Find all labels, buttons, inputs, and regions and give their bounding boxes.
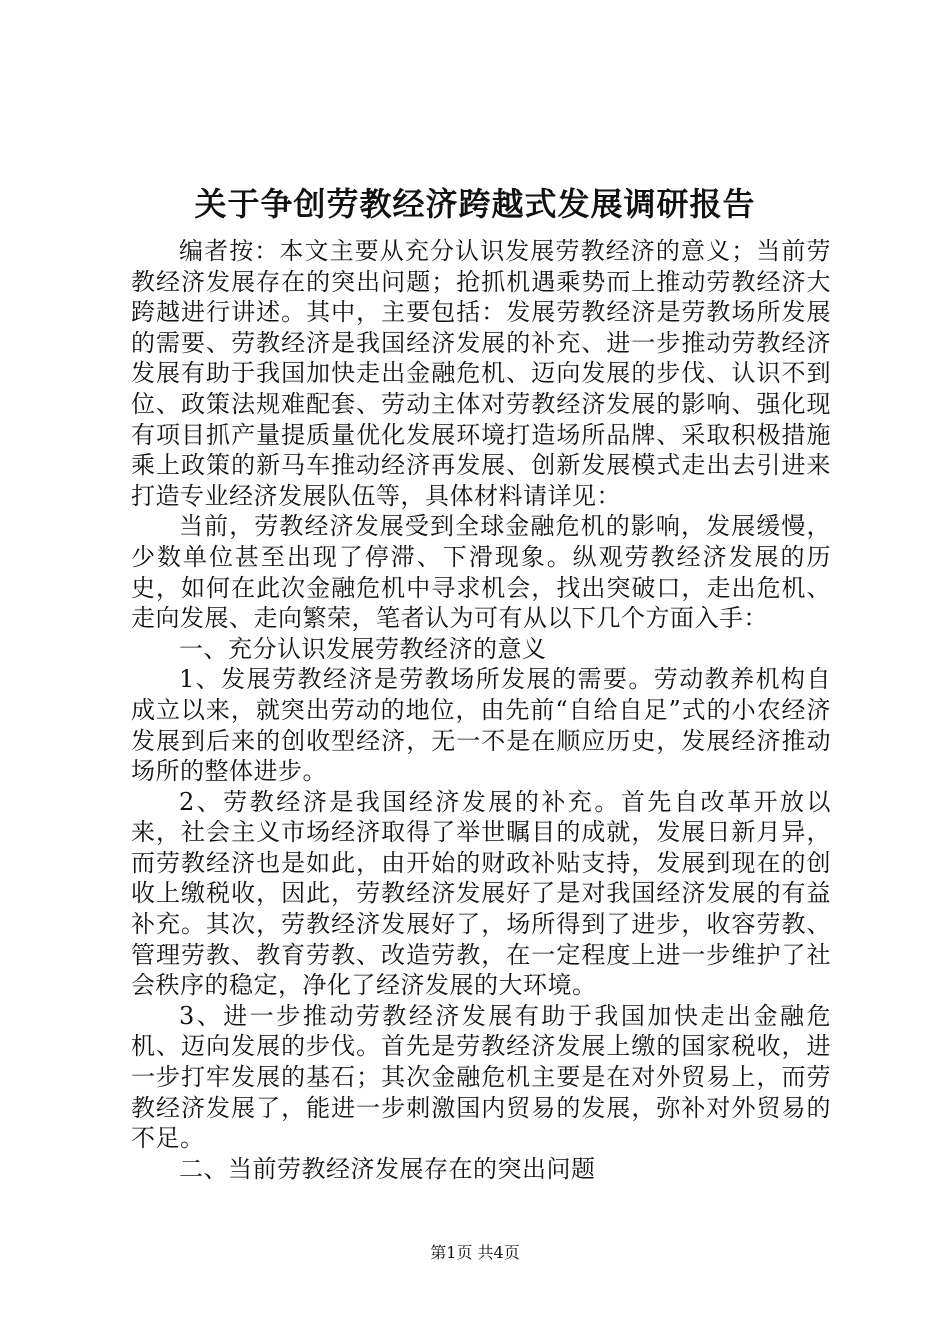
document-title: 关于争创劳教经济跨越式发展调研报告 — [194, 185, 756, 223]
section-heading-2: 二、当前劳教经济发展存在的突出问题 — [179, 1154, 596, 1183]
section-heading-1: 一、充分认识发展劳教经济的意义 — [179, 634, 547, 663]
paragraph-editor-note: 编者按：本文主要从充分认识发展劳教经济的意义；当前劳教经济发展存在的突出问题；抢抓机遇乘势而上推动劳教经济大跨越进行讲述。其中，主要包括：发展劳教经济是劳教场所发展的需要、劳教经济是我国经济发展的补充、进一步推动劳教经济发展有助于我国加快走出金融危机、迈向发展的步伐、认识不到位、政策法规难配套、劳动主体对劳教经济发展的影响、强化现有项目抓产量提质量优化发展环境打造场所品牌、采取积极措施乘上政策的新马车推动经济再发展、创新发展模式走出去引进来打造专业经济发展队伍等，具体材料请详见： — [131, 237, 831, 510]
paragraph-point-3: 3、进一步推动劳教经济发展有助于我国加快走出金融危机、迈向发展的步伐。首先是劳教经济发展上缴的国家税收，进一步打牢发展的基石；其次金融危机主要是在对外贸易上，而劳教经济发展了，能进一步刺激国内贸易的发展，弥补对外贸易的不足。 — [131, 1001, 831, 1153]
paragraph-point-2: 2、劳教经济是我国经济发展的补充。首先自改革开放以来，社会主义市场经济取得了举世瞩目的成就，发展日新月异，而劳教经济也是如此，由开始的财政补贴支持，发展到现在的创收上缴税收，因此，劳教经济发展好了是对我国经济发展的有益补充。其次，劳教经济发展好了，场所得到了进步，收容劳教、管理劳教、教育劳教、改造劳教，在一定程度上进一步维护了社会秩序的稳定，净化了经济发展的大环境。 — [131, 787, 831, 1000]
page-footer: 第1页 共4页 — [430, 1243, 520, 1262]
paragraph-intro: 当前，劳教经济发展受到全球金融危机的影响，发展缓慢，少数单位甚至出现了停滞、下滑现象。纵观劳教经济发展的历史，如何在此次金融危机中寻求机会，找出突破口，走出危机、走向发展、走向繁荣，笔者认为可有从以下几个方面入手： — [131, 512, 831, 633]
paragraph-point-1: 1、发展劳教经济是劳教场所发展的需要。劳动教养机构自成立以来，就突出劳动的地位，由先前“自给自足”式的小农经济发展到后来的创收型经济，无一不是在顺应历史，发展经济推动场所的整体进步。 — [131, 665, 831, 786]
document-body — [131, 236, 831, 1184]
